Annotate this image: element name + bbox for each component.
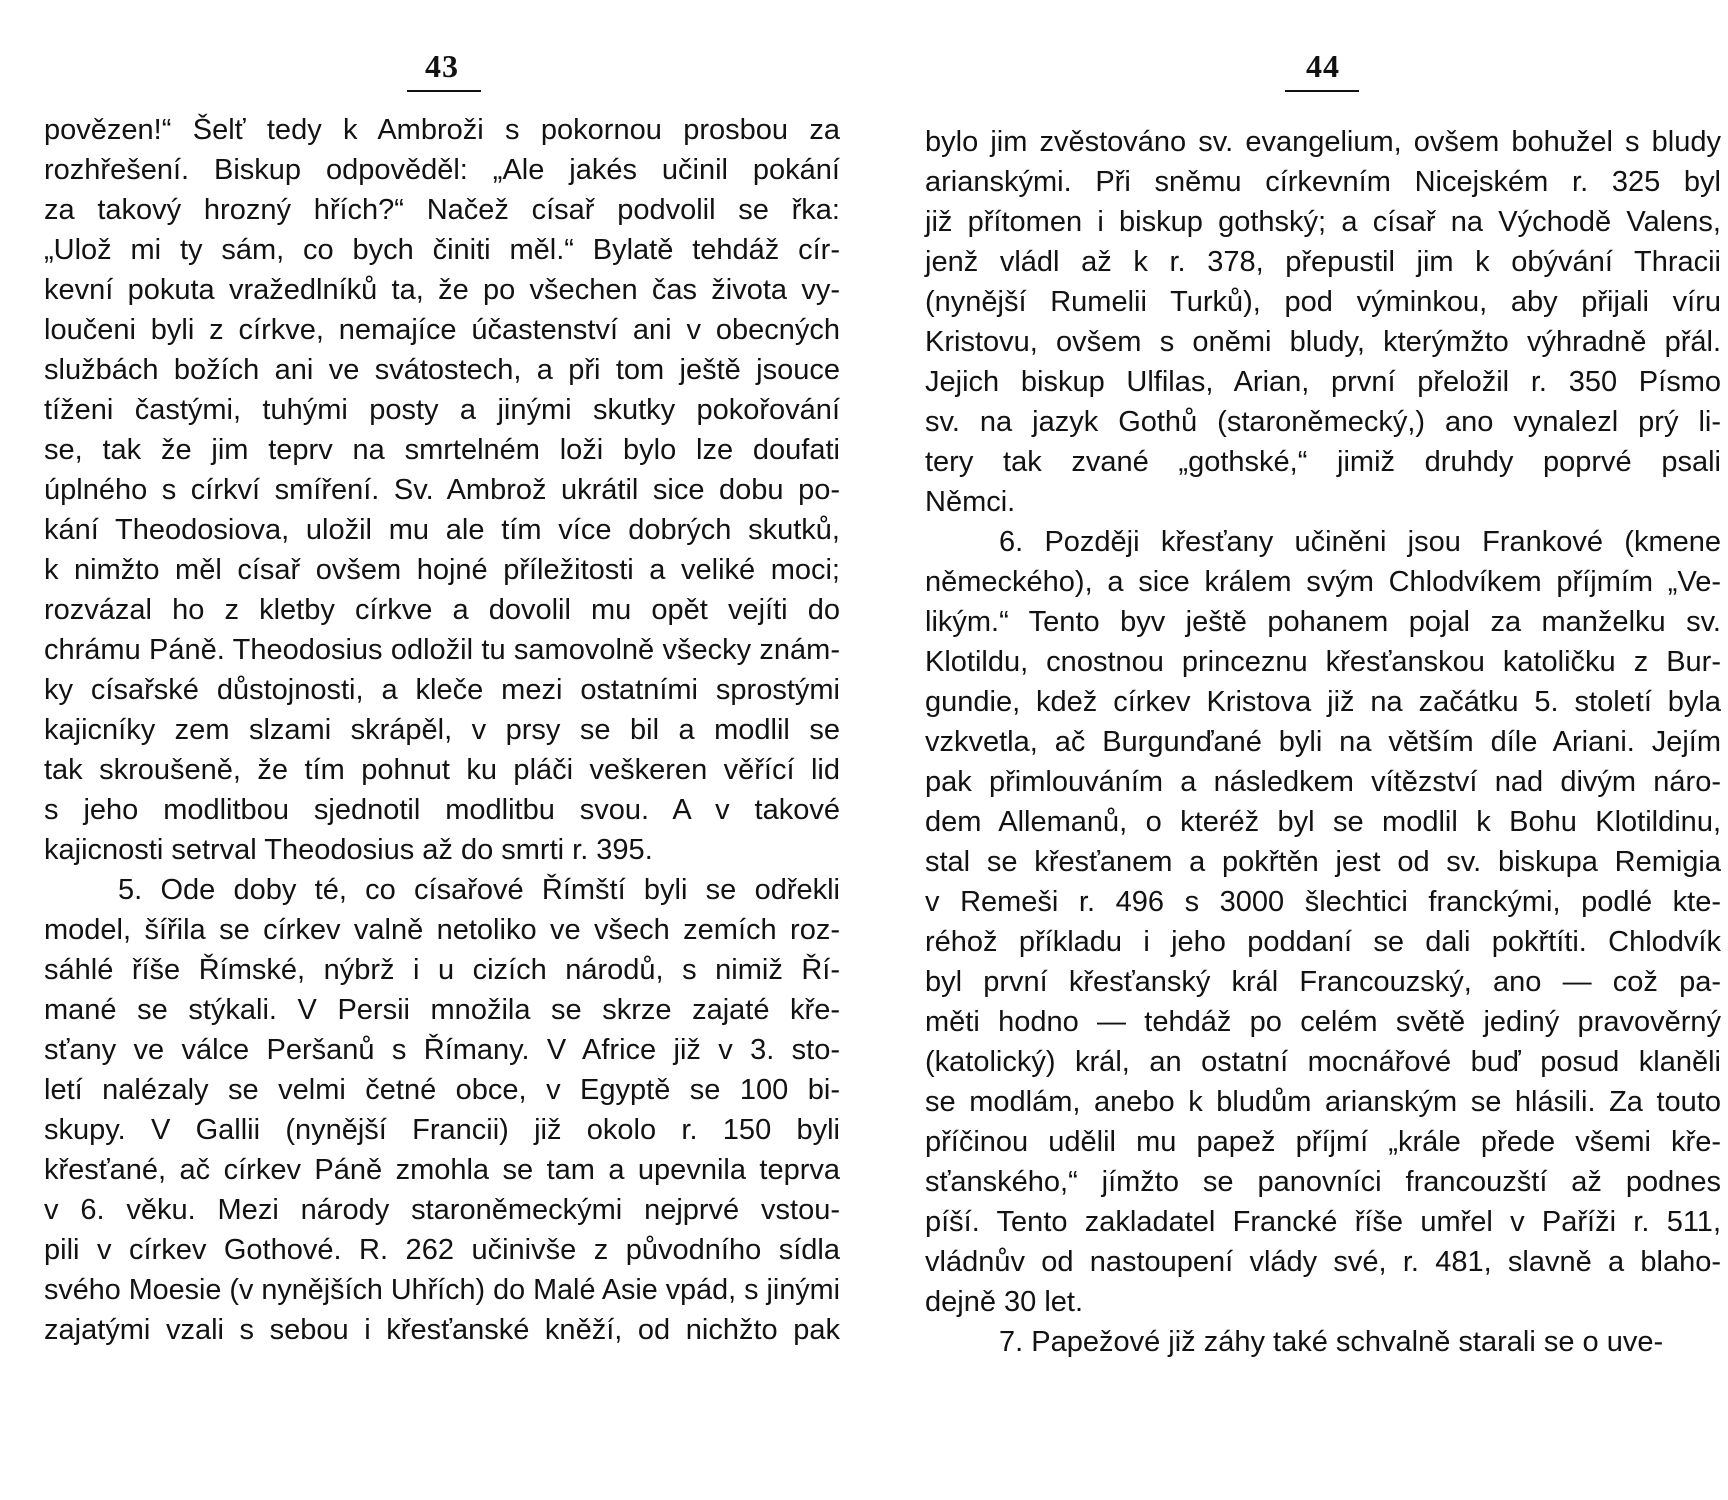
- text-line: dejně 30 let.: [925, 1286, 1084, 1318]
- text-line: letí nalézaly se velmi četné obce, v Egyptě se 100 bi-: [44, 1074, 840, 1106]
- text-line: tak skroušeně, že tím pohnut ku pláči veškeren věřící lid: [44, 754, 840, 786]
- text-line: v 6. věku. Mezi národy staroněmeckými nejprvé vstou-: [44, 1194, 840, 1226]
- text-line: pak přimlouváním a následkem vítězství nad divým náro-: [925, 766, 1721, 798]
- text-line: vládnův od nastoupení vlády své, r. 481, slavně a blaho-: [925, 1246, 1721, 1278]
- paragraph-start-line: 5. Ode doby té, co císařové Římští byli se odřekli: [118, 874, 840, 906]
- text-line: německého), a sice králem svým Chlodvíkem příjmím „Ve-: [925, 566, 1721, 598]
- text-line: píší. Tento zakladatel Francké říše umřel v Paříži r. 511,: [925, 1206, 1721, 1238]
- text-line: kajicnosti setrval Theodosius až do smrti r. 395.: [44, 834, 653, 866]
- text-line: (nynější Rumelii Turků), pod výminkou, aby přijali víru: [925, 286, 1721, 318]
- text-line: byl první křesťanský král Francouzský, ano — což pa-: [925, 966, 1721, 998]
- text-line: již přítomen i biskup gothský; a císař na Východě Valens,: [925, 206, 1721, 238]
- text-line: službách božích ani ve svátostech, a při tom ještě jsouce: [44, 354, 840, 386]
- text-line: Němci.: [925, 486, 1016, 518]
- text-line: (katolický) král, an ostatní mocnářové buď posud klaněli: [925, 1046, 1721, 1078]
- text-line: „Ulož mi ty sám, co bych činiti měl.“ Bylatě tehdáž cír-: [44, 234, 840, 266]
- text-line: křesťané, ač církev Páně zmohla se tam a upevnila teprva: [44, 1154, 840, 1186]
- text-line: příčinou udělil mu papež příjmí „krále přede všemi kře-: [925, 1126, 1721, 1158]
- left-page: [44, 0, 840, 1500]
- text-line: jenž vládl až k r. 378, přepustil jim k obývání Thracii: [925, 246, 1721, 278]
- text-line: likým.“ Tento byv ještě pohanem pojal za manželku sv.: [925, 606, 1721, 638]
- text-line: kání Theodosiova, uložil mu ale tím více dobrých skutků,: [44, 514, 840, 546]
- text-line: měti hodno — tehdáž po celém světě jediný pravověrný: [925, 1006, 1721, 1038]
- text-line: povězen!“ Šelť tedy k Ambroži s pokornou prosbou za: [44, 114, 840, 146]
- text-line: zajatými vzali s sebou i křesťanské kněží, od nichžto pak: [44, 1314, 840, 1346]
- text-line: sáhlé říše Římské, nýbrž i u cizích národů, s nimiž Ří-: [44, 954, 840, 986]
- text-line: stal se křesťanem a pokřtěn jest od sv. biskupa Remigia: [925, 846, 1721, 878]
- text-line: tíženi častými, tuhými posty a jinými skutky pokořování: [44, 394, 840, 426]
- text-line: arianskými. Při sněmu církevním Nicejském r. 325 byl: [925, 166, 1721, 198]
- text-line: svého Moesie (v nynějších Uhřích) do Malé Asie vpád, s jinými: [44, 1274, 841, 1306]
- text-line: loučeni byli z církve, nemajíce účastenství ani v obecných: [44, 314, 840, 346]
- text-line: sv. na jazyk Gothů (staroněmecký,) ano vynalezl prý li-: [925, 406, 1721, 438]
- text-line: gundie, kdež církev Kristova již na začátku 5. století byla: [925, 686, 1721, 718]
- text-line: sťanského,“ jímžto se panovníci francouzští až podnes: [925, 1166, 1721, 1198]
- text-line: k nimžto měl císař ovšem hojné příležitosti a veliké moci;: [44, 554, 840, 586]
- text-line: za takový hrozný hřích?“ Načež císař podvolil se řka:: [44, 194, 840, 226]
- text-line: sťany ve válce Peršanů s Římany. V Africe již v 3. sto-: [44, 1034, 840, 1066]
- text-line: se, tak že jim teprv na smrtelném loži bylo lze doufati: [44, 434, 840, 466]
- text-line: pili v církev Gothové. R. 262 učinivše z původního sídla: [44, 1234, 840, 1266]
- text-line: Klotildu, cnostnou princeznu křesťanskou katoličku z Bur-: [925, 646, 1721, 678]
- text-line: chrámu Páně. Theodosius odložil tu samovolně všecky znám-: [44, 634, 840, 666]
- text-line: úplného s církví smíření. Sv. Ambrož ukrátil sice dobu po-: [44, 474, 840, 506]
- text-line: mané se stýkali. V Persii množila se skrze zajaté kře-: [44, 994, 840, 1026]
- text-line: Jejich biskup Ulfilas, Arian, první přeložil r. 350 Písmo: [925, 366, 1721, 398]
- text-line: tery tak zvané „gothské,“ jimiž druhdy poprvé psali: [925, 446, 1721, 478]
- paragraph-start-line: 6. Později křesťany učiněni jsou Frankové (kmene: [999, 526, 1721, 558]
- text-line: se modlám, anebo k bludům arianským se hlásili. Za touto: [925, 1086, 1721, 1118]
- text-line: vzkvetla, ač Burgunďané byli na větším díle Ariani. Jejím: [925, 726, 1721, 758]
- right-page: [925, 0, 1721, 1500]
- text-line: skupy. V Gallii (nynější Francii) již okolo r. 150 byli: [44, 1114, 840, 1146]
- text-line: s jeho modlitbou sjednotil modlitbu svou. A v takové: [44, 794, 840, 826]
- text-line: kevní pokuta vražedlníků ta, že po všechen čas života vy-: [44, 274, 840, 306]
- text-line: rozvázal ho z kletby církve a dovolil mu opět vejíti do: [44, 594, 840, 626]
- text-line: bylo jim zvěstováno sv. evangelium, ovšem bohužel s bludy: [925, 126, 1721, 158]
- text-line: v Remeši r. 496 s 3000 šlechtici franckými, podlé kte-: [925, 886, 1721, 918]
- page-number-rule-left: [407, 90, 481, 92]
- text-line: dem Allemanů, o kteréž byl se modlil k Bohu Klotildinu,: [925, 806, 1721, 838]
- page-number-left: 43: [425, 48, 459, 84]
- page-number-right: 44: [1306, 48, 1340, 84]
- text-line: kajicníky zem slzami skrápěl, v prsy se bil a modlil se: [44, 714, 840, 746]
- text-line: ky císařské důstojnosti, a kleče mezi ostatními sprostými: [44, 674, 840, 706]
- text-line: rozhřešení. Biskup odpověděl: „Ale jakés učinil pokání: [44, 154, 840, 186]
- paragraph-start-line: 7. Papežové již záhy také schvalně starali se o uve-: [999, 1326, 1664, 1358]
- page-number-rule-right: [1285, 90, 1359, 92]
- text-line: réhož příkladu i jeho poddaní se dali pokřtíti. Chlodvík: [925, 926, 1721, 958]
- text-line: Kristovu, ovšem s oněmi bludy, kterýmžto výhradně přál.: [925, 326, 1721, 358]
- text-line: model, šířila se církev valně netoliko ve všech zemích roz-: [44, 914, 840, 946]
